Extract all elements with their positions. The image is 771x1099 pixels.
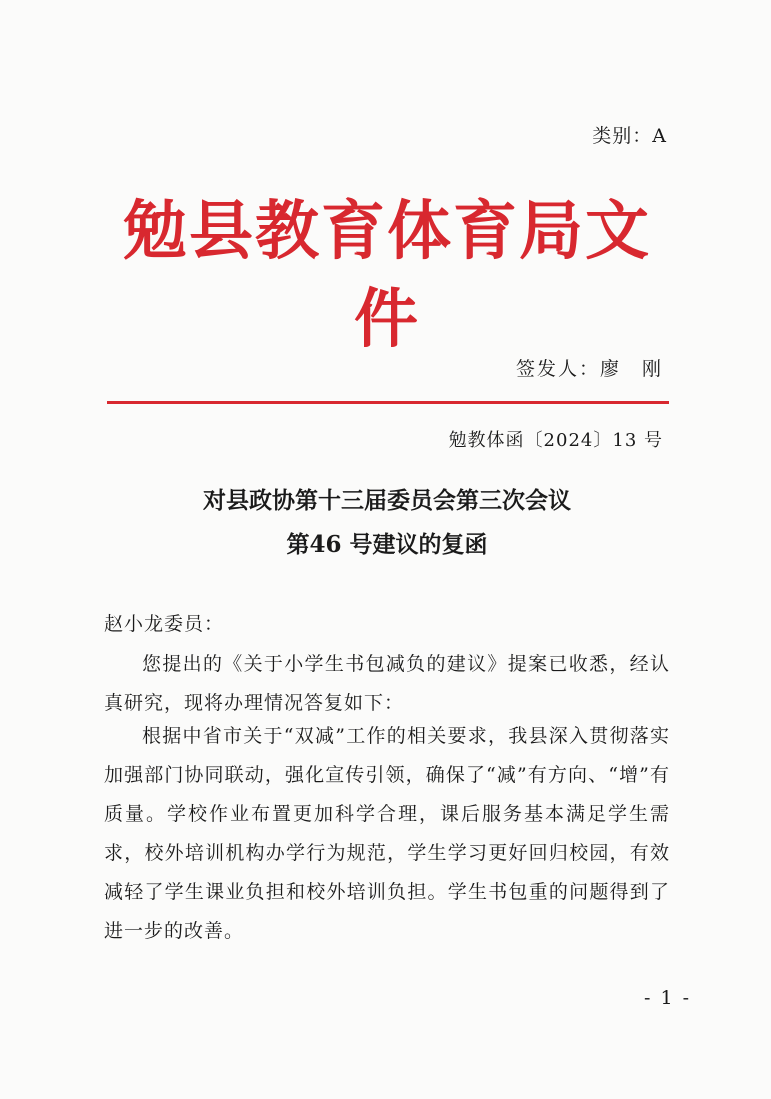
document-title-line-2: 第46 号建议的复函: [286, 531, 488, 558]
body-paragraph-2: 根据中省市关于“双减”工作的相关要求，我县深入贯彻落实加强部门协同联动，强化宣传引领，确保了“减”有方向、“增”有质量。学校作业布置更加科学合理，课后服务基本满足学生需求，校外培训机构办学行为规范，学生学习更好回归校园，有效减轻了学生课业负担和校外培训负担。学生书包重的问题得到了进一步的改善。: [104, 725, 670, 942]
document-title-line-1: 对县政协第十三届委员会第三次会议: [203, 487, 571, 514]
category-label: 类别：A: [592, 125, 667, 147]
page-number: - 1 -: [643, 987, 691, 1009]
issuer-line: 签发人：廖 刚: [515, 358, 663, 380]
masthead-title: 勉县教育体育局文件: [123, 194, 651, 357]
document-number: 勉教体函〔2024〕13 号: [448, 430, 663, 451]
body-paragraph-1: 您提出的《关于小学生书包减负的建议》提案已收悉，经认真研究，现将办理情况答复如下：: [104, 653, 670, 714]
salutation: 赵小龙委员：: [104, 613, 225, 635]
red-divider: [107, 401, 669, 404]
